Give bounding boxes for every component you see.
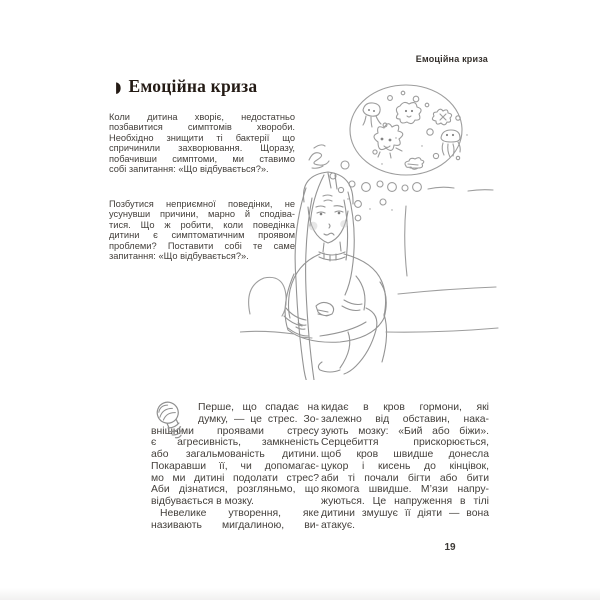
germ-spiky-icon bbox=[432, 109, 451, 125]
text-line: цукор і кисень до кінцівок, bbox=[321, 460, 489, 472]
text-line: тися. Що ж робити, коли поведінка bbox=[109, 219, 295, 230]
germ-jellyfish-icon bbox=[363, 103, 381, 127]
text-line: якомога швидше. М’язи напру- bbox=[321, 484, 489, 496]
text-line: дитини є симптоматичним проявом bbox=[109, 230, 295, 241]
text-line: відбувається в мозку. bbox=[151, 496, 254, 507]
germ-jellyfish-icon bbox=[441, 130, 460, 157]
text-line: собі запитання: «Що відбувається?». bbox=[109, 164, 269, 175]
text-line: мо ми дитині подолати стрес? bbox=[151, 472, 319, 484]
text-line: залежно від обставин, нака- bbox=[321, 413, 489, 425]
text-line: називають мигдалиною, ви- bbox=[151, 519, 319, 531]
text-line: є агресивність, замкненість bbox=[151, 437, 319, 449]
text-line: кидає в кров гормони, які bbox=[321, 402, 489, 413]
text-line: Коли дитина хворіє, недостатньо bbox=[109, 112, 295, 122]
text-column-right bbox=[321, 402, 489, 531]
text-line: аби ті почали бігти або бити bbox=[321, 472, 489, 484]
page-edge-shadow bbox=[0, 588, 600, 600]
text-line: проблеми? Поставити собі те саме bbox=[109, 240, 295, 251]
text-line: зують мозку: «Бий або біжи». bbox=[321, 425, 489, 437]
chapter-title bbox=[115, 76, 257, 97]
text-line: думку, — це стрес. Зо- bbox=[198, 413, 319, 425]
text-line: запитання: «Що відбувається?». bbox=[109, 250, 249, 261]
girl-figure bbox=[284, 172, 387, 380]
text-line: усунувши причини, марно й сподіва- bbox=[109, 209, 295, 220]
text-line: внішніми проявами стресу bbox=[151, 425, 319, 437]
running-header: Емоційна криза bbox=[415, 54, 488, 64]
sick-girl-thought-bubble-illustration bbox=[240, 80, 500, 380]
text-line: атакує. bbox=[321, 519, 356, 531]
bubble-trail bbox=[330, 161, 493, 221]
lightbulb-icon bbox=[149, 398, 193, 444]
dizzy-squiggle-icon bbox=[309, 145, 329, 168]
germ-blob-icon bbox=[405, 158, 424, 170]
text-line: Позбутися неприємної поведінки, не bbox=[109, 198, 295, 209]
text-line: жуються. Це напруження в тілі bbox=[321, 496, 489, 507]
germ-star-icon bbox=[374, 124, 403, 158]
chapter-title-text: Емоційна криза bbox=[128, 76, 258, 96]
couch bbox=[240, 206, 498, 338]
text-line: позбавитися симптомів хвороби. bbox=[109, 122, 295, 133]
text-line: дитини змушує її діяти — вона bbox=[321, 507, 489, 519]
text-line: Невелике утворення, яке bbox=[160, 507, 319, 519]
thought-bubble bbox=[350, 85, 468, 175]
page-number: 19 bbox=[444, 542, 456, 553]
text-line: Аби дізнатися, розгляньмо, що bbox=[151, 484, 319, 496]
text-line: Покаравши її, чи допомагає- bbox=[151, 460, 319, 472]
text-line: Перше, що спадає на bbox=[198, 402, 319, 413]
text-line: побачивши симптоми, ми ставимо bbox=[109, 153, 295, 164]
text-line: Необхідно знищити ті бактерії що bbox=[109, 132, 295, 143]
text-line: або загальмованість дитини. bbox=[151, 449, 319, 460]
title-bullet-icon: ◗ bbox=[115, 77, 122, 96]
text-line: спричинили захворювання. Щоразу, bbox=[109, 143, 295, 154]
text-line: Серцебиття прискорюється, bbox=[321, 437, 489, 449]
germ-amoeba-icon bbox=[396, 102, 421, 123]
text-line: щоб кров швидше донесла bbox=[321, 449, 489, 460]
